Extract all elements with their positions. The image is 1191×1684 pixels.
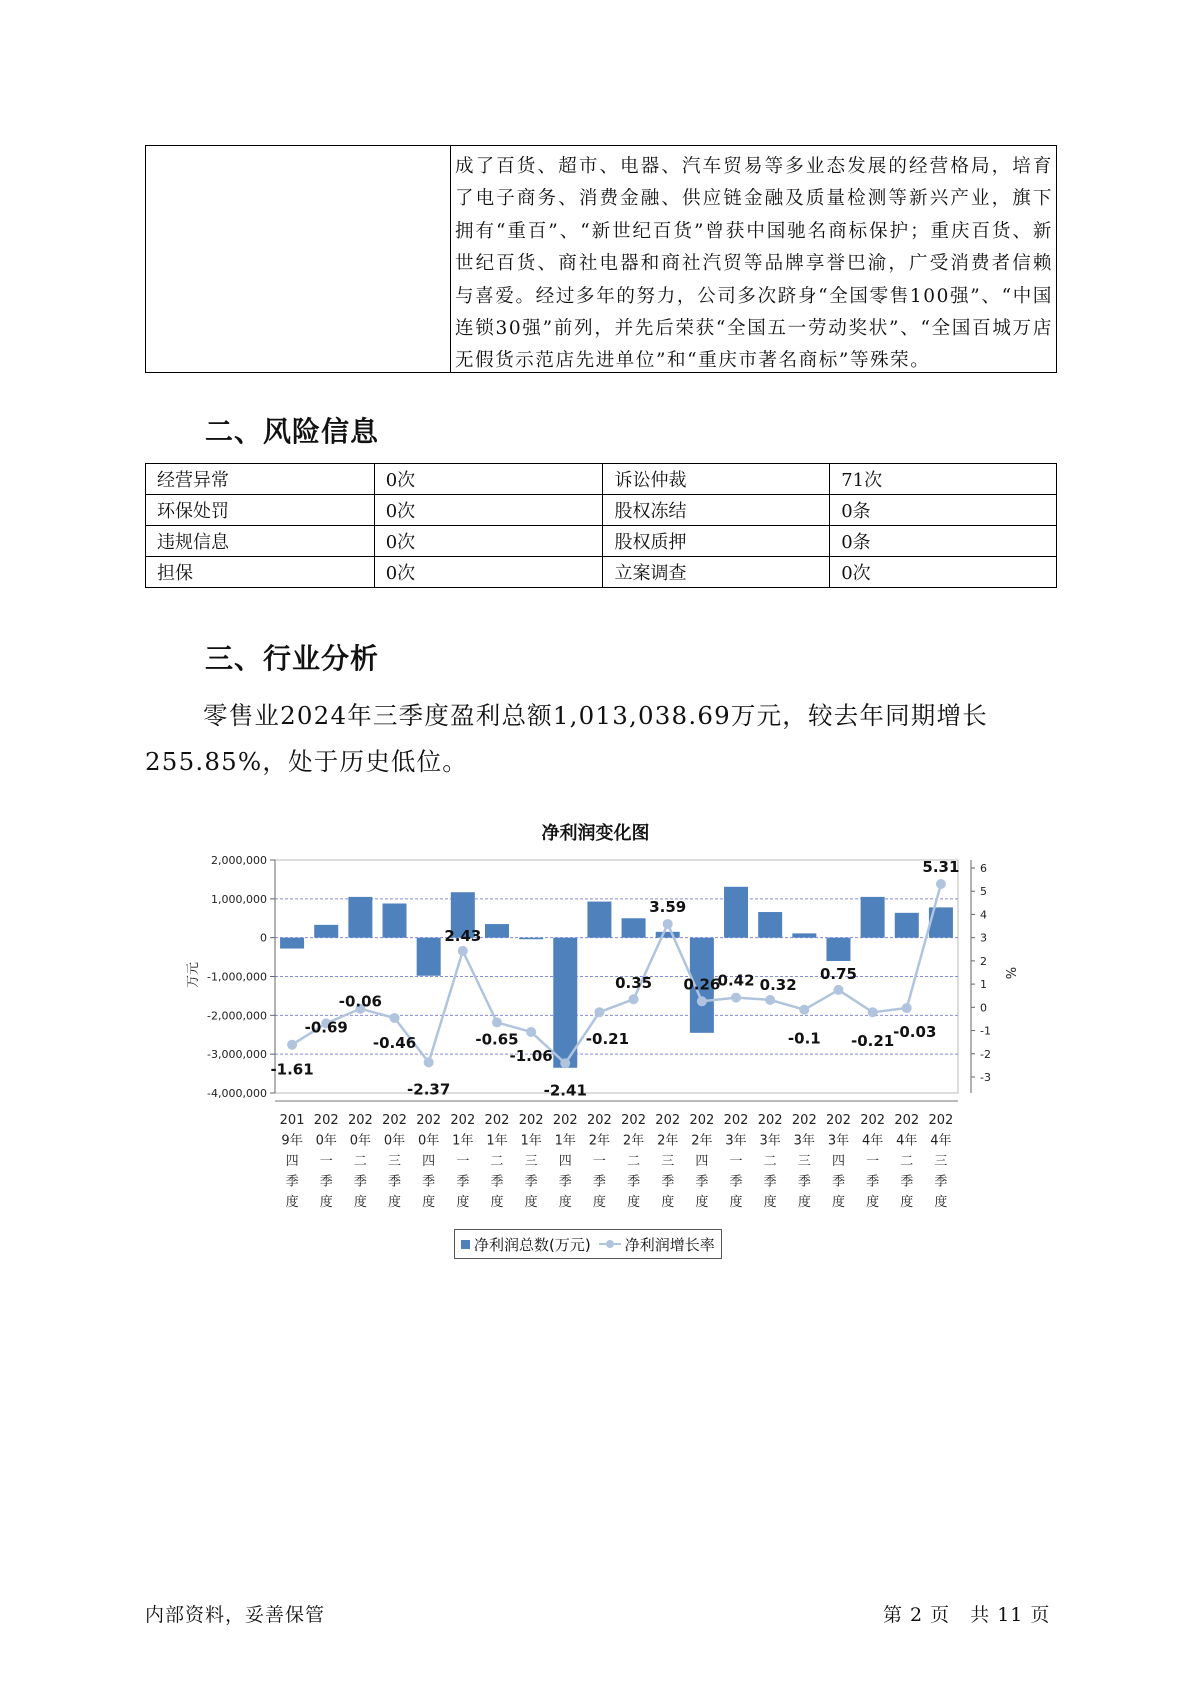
x-tick-label: 202 (928, 1113, 954, 1128)
risk-label-cell: 违规信息 (146, 526, 375, 557)
x-tick-label: 202 (621, 1113, 646, 1128)
chart-title: 净利润变化图 (541, 823, 650, 844)
y-tick-label: 0 (260, 931, 267, 945)
x-tick-label: 季 (763, 1174, 777, 1190)
x-tick-label: 202 (484, 1113, 510, 1128)
x-tick-label: 0年 (315, 1133, 337, 1149)
bar (383, 903, 407, 937)
y2-tick-label: -3 (980, 1071, 991, 1084)
x-tick-label: 四 (285, 1154, 299, 1169)
legend-item-bar (461, 1234, 591, 1255)
section-heading-industry: 三、行业分析 (205, 642, 380, 675)
growth-data-label: -2.41 (543, 1081, 587, 1100)
x-tick-label: 度 (592, 1195, 606, 1210)
legend-bar-swatch (461, 1240, 470, 1249)
x-tick-label: 202 (347, 1113, 373, 1128)
x-tick-label: 2年 (588, 1133, 611, 1149)
risk-value-cell: 71次 (830, 464, 1057, 495)
growth-point (663, 919, 673, 929)
x-tick-label: 4年 (861, 1133, 884, 1149)
x-tick-label: 度 (900, 1195, 914, 1210)
bar (861, 897, 885, 938)
x-tick-label: 9年 (281, 1133, 303, 1149)
x-tick-label: 季 (831, 1174, 845, 1190)
growth-point (799, 1005, 809, 1015)
x-tick-label: 3年 (827, 1133, 850, 1149)
risk-value-cell: 0次 (374, 526, 603, 557)
x-tick-label: 度 (797, 1195, 811, 1210)
bar (280, 938, 304, 949)
risk-value-cell: 0条 (830, 495, 1057, 526)
x-tick-label: 四 (695, 1154, 709, 1169)
growth-point (492, 1017, 502, 1027)
bar (758, 912, 782, 938)
bar (826, 938, 850, 961)
x-tick-label: 4年 (930, 1133, 952, 1149)
x-tick-label: 度 (524, 1195, 538, 1210)
x-tick-label: 202 (587, 1113, 612, 1128)
growth-point (697, 996, 707, 1006)
x-tick-label: 四 (422, 1154, 436, 1169)
x-tick-label: 度 (763, 1195, 777, 1210)
x-tick-label: 二 (353, 1154, 367, 1169)
x-tick-label: 季 (797, 1174, 811, 1190)
risk-value-cell: 0次 (830, 557, 1057, 588)
x-tick-label: 202 (382, 1113, 407, 1128)
growth-data-label: 0.75 (819, 964, 857, 983)
x-tick-label: 季 (695, 1174, 709, 1190)
risk-label-cell: 股权质押 (603, 526, 830, 557)
x-tick-label: 度 (729, 1195, 743, 1210)
x-tick-label: 季 (558, 1174, 572, 1190)
risk-row (146, 526, 1057, 557)
x-tick-label: 202 (723, 1113, 749, 1128)
x-tick-label: 度 (422, 1195, 436, 1210)
growth-data-label: -0.46 (372, 1034, 417, 1053)
x-tick-label: 度 (866, 1195, 880, 1210)
growth-data-label: -2.37 (407, 1080, 451, 1099)
risk-row (146, 557, 1057, 588)
industry-paragraph: 零售业2024年三季度盈利总额1,013,038.69万元，较去年同期增长255.85%，处于历史低位。 (145, 701, 988, 776)
bar (553, 938, 577, 1068)
x-tick-label: 202 (894, 1113, 920, 1128)
growth-data-label: -0.03 (893, 1023, 937, 1042)
x-tick-label: 201 (279, 1113, 305, 1128)
bar (792, 933, 816, 937)
x-tick-label: 季 (353, 1174, 367, 1190)
footer-page-number: 第 2 页 共 11 页 (883, 1604, 1051, 1626)
x-tick-label: 2年 (691, 1133, 713, 1149)
growth-point (424, 1057, 434, 1067)
x-tick-label: 1年 (486, 1133, 508, 1149)
risk-label-cell: 担保 (146, 557, 375, 588)
y2-tick-label: -2 (980, 1047, 991, 1061)
growth-point (560, 1058, 570, 1068)
x-tick-label: 202 (313, 1113, 339, 1128)
x-tick-label: 季 (866, 1174, 880, 1190)
x-tick-label: 四 (831, 1154, 845, 1169)
y-tick-label: -1,000,000 (207, 970, 267, 984)
y2-tick-label: 2 (980, 954, 987, 968)
x-tick-label: 度 (490, 1195, 504, 1210)
chart-legend (454, 1229, 722, 1259)
x-tick-label: 度 (456, 1195, 470, 1210)
legend-bar-label: 净利润总数(万元) (474, 1235, 591, 1254)
x-tick-label: 2年 (657, 1133, 679, 1149)
x-tick-label: 4年 (896, 1133, 918, 1149)
x-tick-label: 202 (826, 1113, 851, 1128)
risk-table (145, 463, 1057, 588)
legend-item-line (599, 1234, 715, 1255)
bar (485, 924, 509, 938)
x-tick-label: 度 (831, 1195, 845, 1210)
x-tick-label: 202 (860, 1113, 886, 1128)
net-profit-chart (0, 845, 1191, 1245)
x-tick-label: 202 (757, 1113, 783, 1128)
x-tick-label: 二 (900, 1154, 914, 1169)
x-tick-label: 季 (900, 1174, 914, 1190)
x-tick-label: 一 (319, 1154, 333, 1169)
x-tick-label: 季 (729, 1174, 743, 1190)
y-tick-label: -2,000,000 (207, 1009, 267, 1023)
y2-axis-title: % (1002, 966, 1017, 980)
x-tick-label: 三 (934, 1154, 948, 1169)
risk-label-cell: 立案调查 (603, 557, 830, 588)
risk-value-cell: 0次 (374, 464, 603, 495)
x-tick-label: 季 (319, 1174, 333, 1190)
x-tick-label: 季 (934, 1174, 948, 1190)
x-tick-label: 1年 (554, 1133, 576, 1149)
x-tick-label: 一 (729, 1154, 743, 1169)
growth-point (902, 1003, 912, 1013)
growth-data-label: 0.35 (615, 974, 653, 993)
y-axis-title: 万元 (186, 961, 201, 989)
legend-line-label: 净利润增长率 (624, 1235, 715, 1254)
y2-tick-label: 5 (980, 885, 987, 899)
y2-tick-label: 1 (980, 978, 987, 992)
x-tick-label: 202 (552, 1113, 578, 1128)
bar (519, 938, 543, 940)
risk-row (146, 464, 1057, 495)
growth-data-label: 0.42 (717, 971, 755, 990)
growth-data-label: 2.43 (444, 926, 482, 945)
y-tick-label: -3,000,000 (207, 1048, 267, 1062)
risk-value-cell: 0次 (374, 495, 603, 526)
growth-point (868, 1007, 878, 1017)
x-tick-label: 3年 (725, 1133, 747, 1149)
x-tick-label: 度 (319, 1195, 333, 1210)
intro-table (145, 145, 1057, 373)
growth-data-label: -0.21 (851, 1032, 895, 1051)
growth-data-label: -0.65 (475, 1030, 519, 1049)
growth-point (390, 1013, 400, 1023)
bar (417, 938, 441, 976)
y2-tick-label: 6 (980, 862, 987, 875)
bar (656, 932, 680, 938)
x-tick-label: 度 (388, 1195, 402, 1210)
risk-row (146, 495, 1057, 526)
x-tick-label: 202 (450, 1113, 476, 1128)
growth-point (731, 993, 741, 1003)
growth-data-label: -0.69 (304, 1018, 348, 1037)
x-tick-label: 季 (524, 1174, 538, 1190)
x-tick-label: 度 (285, 1195, 299, 1210)
growth-data-label: -0.1 (787, 1029, 821, 1048)
y2-tick-label: 3 (980, 931, 987, 945)
x-tick-label: 季 (661, 1174, 675, 1190)
growth-point (629, 994, 639, 1004)
y-tick-label: 2,000,000 (211, 854, 267, 867)
x-tick-label: 一 (456, 1154, 470, 1169)
x-tick-label: 季 (490, 1174, 504, 1190)
x-tick-label: 三 (797, 1154, 811, 1169)
bar (622, 918, 646, 937)
x-tick-label: 度 (558, 1195, 572, 1210)
x-tick-label: 202 (655, 1113, 681, 1128)
growth-point (833, 985, 843, 995)
y2-tick-label: 0 (980, 1001, 987, 1015)
x-tick-label: 四 (558, 1154, 572, 1169)
x-tick-label: 2年 (622, 1133, 645, 1149)
growth-point (458, 946, 468, 956)
x-tick-label: 3年 (793, 1133, 815, 1149)
growth-point (594, 1007, 604, 1017)
x-tick-label: 季 (627, 1174, 641, 1190)
growth-point (765, 995, 775, 1005)
x-tick-label: 0年 (418, 1133, 440, 1149)
x-tick-label: 季 (388, 1174, 402, 1190)
x-tick-label: 0年 (383, 1133, 406, 1149)
x-tick-label: 度 (661, 1195, 675, 1210)
x-tick-label: 一 (592, 1154, 606, 1169)
growth-point (526, 1027, 536, 1037)
x-tick-label: 度 (627, 1195, 641, 1210)
risk-label-cell: 诉讼仲裁 (603, 464, 830, 495)
x-tick-label: 202 (416, 1113, 442, 1128)
x-tick-label: 3年 (759, 1133, 781, 1149)
x-tick-label: 季 (592, 1174, 606, 1190)
x-tick-label: 三 (661, 1154, 675, 1169)
growth-data-label: 5.31 (922, 858, 960, 877)
section-heading-risk: 二、风险信息 (205, 415, 380, 448)
x-tick-label: 季 (422, 1174, 436, 1190)
x-tick-label: 二 (763, 1154, 777, 1169)
growth-point (936, 879, 946, 889)
bar (314, 925, 338, 938)
growth-data-label: -0.21 (585, 1030, 630, 1049)
x-tick-label: 二 (627, 1154, 641, 1169)
footer-confidential: 内部资料，妥善保管 (145, 1604, 326, 1626)
x-tick-label: 202 (518, 1113, 544, 1128)
bar (895, 913, 919, 938)
bar (587, 902, 611, 938)
growth-data-label: 3.59 (649, 897, 687, 916)
x-tick-label: 季 (285, 1174, 299, 1190)
growth-point (287, 1040, 297, 1050)
legend-line-swatch (599, 1239, 621, 1249)
bar (348, 897, 372, 938)
x-tick-label: 202 (689, 1113, 715, 1128)
risk-value-cell: 0条 (830, 526, 1057, 557)
bar (724, 887, 748, 938)
x-tick-label: 度 (695, 1195, 709, 1210)
x-tick-label: 1年 (452, 1133, 474, 1149)
x-tick-label: 二 (490, 1154, 504, 1169)
intro-table-left-cell (146, 146, 451, 372)
growth-data-label: -1.61 (270, 1060, 314, 1079)
x-tick-label: 202 (791, 1113, 817, 1128)
y-tick-label: 1,000,000 (211, 892, 267, 906)
x-tick-label: 三 (524, 1154, 538, 1169)
x-tick-label: 一 (866, 1154, 880, 1169)
risk-label-cell: 经营异常 (146, 464, 375, 495)
x-tick-label: 0年 (349, 1133, 372, 1149)
y2-tick-label: 4 (980, 908, 987, 922)
risk-value-cell: 0次 (374, 557, 603, 588)
x-tick-label: 度 (353, 1195, 367, 1210)
risk-label-cell: 股权冻结 (603, 495, 830, 526)
x-tick-label: 度 (934, 1195, 948, 1210)
growth-data-label: 0.32 (759, 975, 797, 994)
growth-data-label: -0.06 (338, 992, 382, 1011)
y-tick-label: -4,000,000 (207, 1087, 267, 1100)
growth-data-label: 0.26 (683, 975, 721, 994)
x-tick-label: 季 (456, 1174, 470, 1190)
growth-data-label: -1.06 (509, 1046, 553, 1065)
x-tick-label: 1年 (520, 1133, 542, 1149)
intro-text: 成了百货、超市、电器、汽车贸易等多业态发展的经营格局，培育了电子商务、消费金融、供应链金融及质量检测等新兴产业，旗下拥有“重百”、“新世纪百货”曾获中国驰名商标保护；重庆百货、新世纪百货、商社电器和商社汽贸等品牌享誉巴渝，广受消费者信赖与喜爱。经过多年的努力，公司多次跻身“全国零售100强”、“中国连锁30强”前列，并先后荣获“全国五一劳动奖状”、“全国百城万店无假货示范店先进单位”和“重庆市著名商标”等殊荣。 (455, 156, 1053, 372)
risk-label-cell: 环保处罚 (146, 495, 375, 526)
y2-tick-label: -1 (980, 1024, 991, 1038)
x-tick-label: 三 (388, 1154, 402, 1169)
